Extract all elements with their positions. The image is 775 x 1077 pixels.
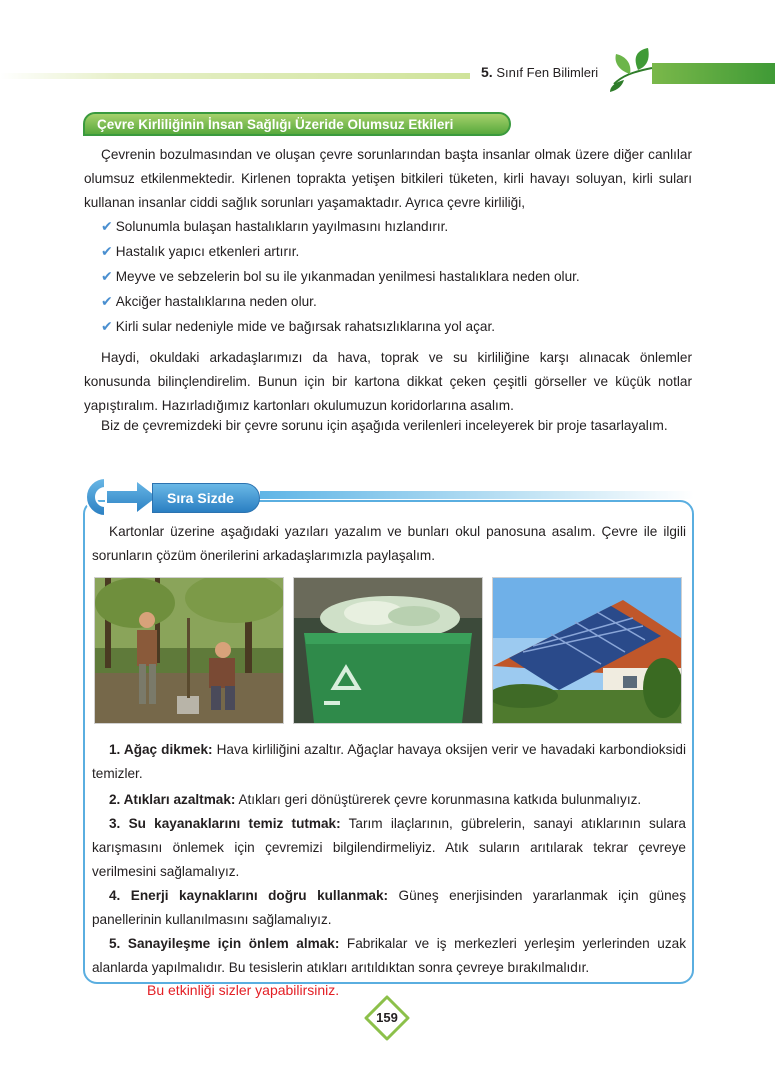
item-2: 2. Atıkları azaltmak: Atıkları geri dönüştürerek çevre korunmasına katkıda bulunmalıyız. bbox=[109, 792, 642, 807]
recycling-bin-photo bbox=[293, 577, 483, 724]
header-number: 5. bbox=[481, 64, 493, 80]
check-icon: ✔ bbox=[101, 243, 113, 259]
awareness-paragraph: Haydi, okuldaki arkadaşlarımızı da hava, toprak ve su kirliliğine karşı alınacak önlemler konusunda bilinçlendirelim. Bunun için bir kartona dikkat çeken çeşitli görseller ve küçük notlar yapıştıralım. Hazırladığımız kartonları okulumuzun koridorlarına asalım. bbox=[84, 350, 692, 413]
item-3: 3. Su kayanaklarını temiz tutmak: Tarım ilaçlarının, gübrelerin, sanayi atıklarının sulara karışmasını önlemek için çevremizi bilgilendirmeliyiz. Atık suların arıtılarak tekrar çevreye verilmesini sağlamalıyız. bbox=[92, 816, 686, 879]
activity-intro: Kartonlar üzerine aşağıdaki yazıları yazalım ve bunları okul panosuna asalım. Çevre ile ilgili sorunların çözüm önerilerini arkadaşlarımızla paylaşalım. bbox=[92, 524, 686, 563]
check-icon: ✔ bbox=[101, 218, 113, 234]
item-1: 1. Ağaç dikmek: Hava kirliliğini azaltır. Ağaçlar havaya oksijen verir ve havadaki karbondioksidi temizler. bbox=[92, 742, 686, 781]
section-title-box bbox=[83, 112, 511, 136]
tree-planting-photo bbox=[94, 577, 284, 724]
section-title: Çevre Kirliliğinin İnsan Sağlığı Üzeride Olumsuz Etkileri bbox=[97, 117, 454, 132]
activity-label: Sıra Sizde bbox=[152, 483, 260, 513]
list-item: ✔ Akciğer hastalıklarına neden olur. bbox=[101, 293, 317, 309]
check-icon: ✔ bbox=[101, 268, 113, 284]
list-item: ✔ Solunumla bulaşan hastalıkların yayılmasını hızlandırır. bbox=[101, 218, 449, 234]
leaf-icon bbox=[608, 46, 656, 92]
arrow-icon bbox=[82, 474, 162, 520]
list-item: ✔ Kirli sular nedeniyle mide ve bağırsak rahatsızlıklarına yol açar. bbox=[101, 318, 496, 334]
intro-paragraph: Çevrenin bozulmasından ve oluşan çevre sorunlarından başta insanlar olmak üzere diğer canlılar olumsuz etkilenmektedir. Kirlenen toprakta yetişen bitkileri tüketen, kirli havayı soluyan, kirli suları kullanan insanlar ciddi sağlık sorunları yaşamaktadır. Ayrıca çevre kirliliği, bbox=[84, 147, 692, 210]
check-icon: ✔ bbox=[101, 318, 113, 334]
project-paragraph: Biz de çevremizdeki bir çevre sorunu için aşağıda verilenleri inceleyerek bir proje tasarlayalım. bbox=[101, 418, 668, 433]
activity-note: Bu etkinliği sizler yapabilirsiniz. bbox=[147, 982, 340, 998]
solar-panel-house-photo bbox=[492, 577, 682, 724]
list-item: ✔ Hastalık yapıcı etkenleri artırır. bbox=[101, 243, 300, 259]
item-5: 5. Sanayileşme için önlem almak: Fabrikalar ve iş merkezleri yerleşim yerlerinden uzak alanlarda yapılmalıdır. Bu tesislerin atıkları arıtıldıktan sonra çevreye bırakılmalıdır. bbox=[92, 936, 686, 975]
list-item: ✔ Meyve ve sebzelerin bol su ile yıkanmadan yenilmesi hastalıklara neden olur. bbox=[101, 268, 580, 284]
header-line bbox=[0, 73, 470, 79]
check-icon: ✔ bbox=[101, 293, 113, 309]
item-4: 4. Enerji kaynaklarını doğru kullanmak: Güneş enerjisinden yararlanmak için güneş panellerinin kullanılmasını sağlamalıyız. bbox=[92, 888, 687, 927]
effects-list bbox=[101, 214, 580, 339]
header-title bbox=[481, 64, 598, 80]
activity-header-band bbox=[260, 491, 694, 499]
header-subject: Sınıf Fen Bilimleri bbox=[496, 65, 599, 80]
header-green-bar bbox=[652, 63, 775, 84]
page-number: 159 bbox=[376, 1010, 398, 1025]
